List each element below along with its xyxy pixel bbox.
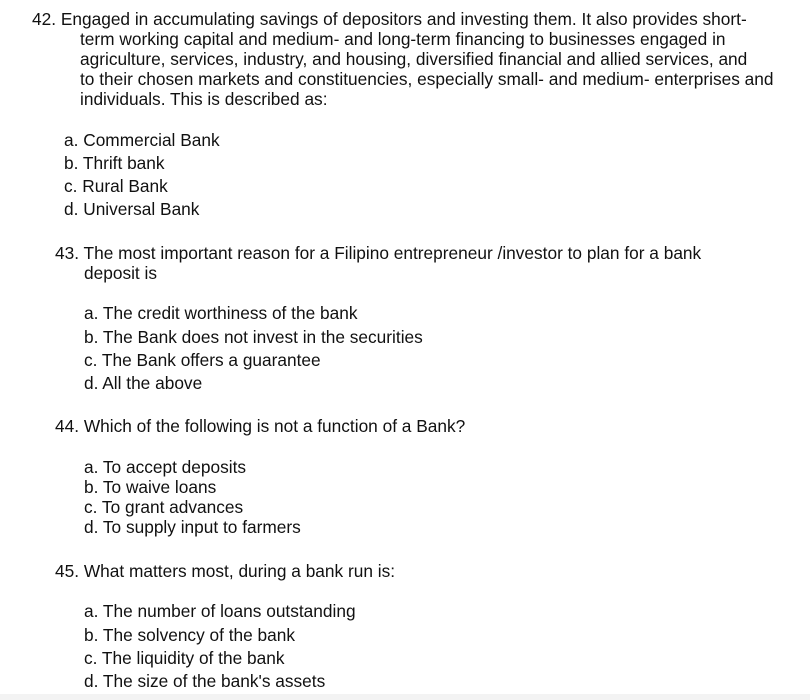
option-42-c[interactable]: c. Rural Bank [64,176,168,196]
option-45-c[interactable]: c. The liquidity of the bank [84,648,285,668]
option-45-b[interactable]: b. The solvency of the bank [84,625,296,645]
option-44-a[interactable]: a. To accept deposits [84,457,247,477]
option-44-b[interactable]: b. To waive loans [84,477,217,497]
option-43-b[interactable]: b. The Bank does not invest in the securities [84,327,423,347]
question-text-line: What matters most, during a bank run is: [83,561,396,581]
option-44-c[interactable]: c. To grant advances [84,497,244,517]
question-45 [55,561,395,581]
question-42 [32,9,747,29]
question-text-line: agriculture, services, industry, and housing, diversified financial and allied services, and [80,49,748,69]
question-number: 43. [55,243,80,263]
question-number: 44. [55,416,80,436]
option-43-c[interactable]: c. The Bank offers a guarantee [84,350,321,370]
option-43-d[interactable]: d. All the above [84,373,203,393]
option-42-a[interactable]: a. Commercial Bank [64,130,220,150]
question-text-line: individuals. This is described as: [80,89,328,109]
question-text-line: term working capital and medium- and long-term financing to businesses engaged in [80,29,726,49]
option-43-a[interactable]: a. The credit worthiness of the bank [84,303,358,323]
question-43-continuation [84,263,157,283]
question-number: 42. [32,9,57,29]
question-text-line: to their chosen markets and constituencies, especially small- and medium- enterprises and [80,69,774,89]
question-text-line: deposit is [84,263,158,283]
question-44 [55,416,465,436]
question-text-line: Which of the following is not a function of a Bank? [83,416,466,436]
question-42-continuation [80,29,774,109]
option-42-b[interactable]: b. Thrift bank [64,153,165,173]
option-42-d[interactable]: d. Universal Bank [64,199,200,219]
question-43 [55,243,701,263]
option-44-d[interactable]: d. To supply input to farmers [84,517,301,537]
question-text-line: The most important reason for a Filipino entrepreneur /investor to plan for a bank [83,243,702,263]
option-45-a[interactable]: a. The number of loans outstanding [84,601,356,621]
question-text-line: Engaged in accumulating savings of depositors and investing them. It also provides short- [60,9,747,29]
page-bottom-edge [0,694,810,700]
option-45-d[interactable]: d. The size of the bank's assets [84,671,326,691]
question-number: 45. [55,561,80,581]
